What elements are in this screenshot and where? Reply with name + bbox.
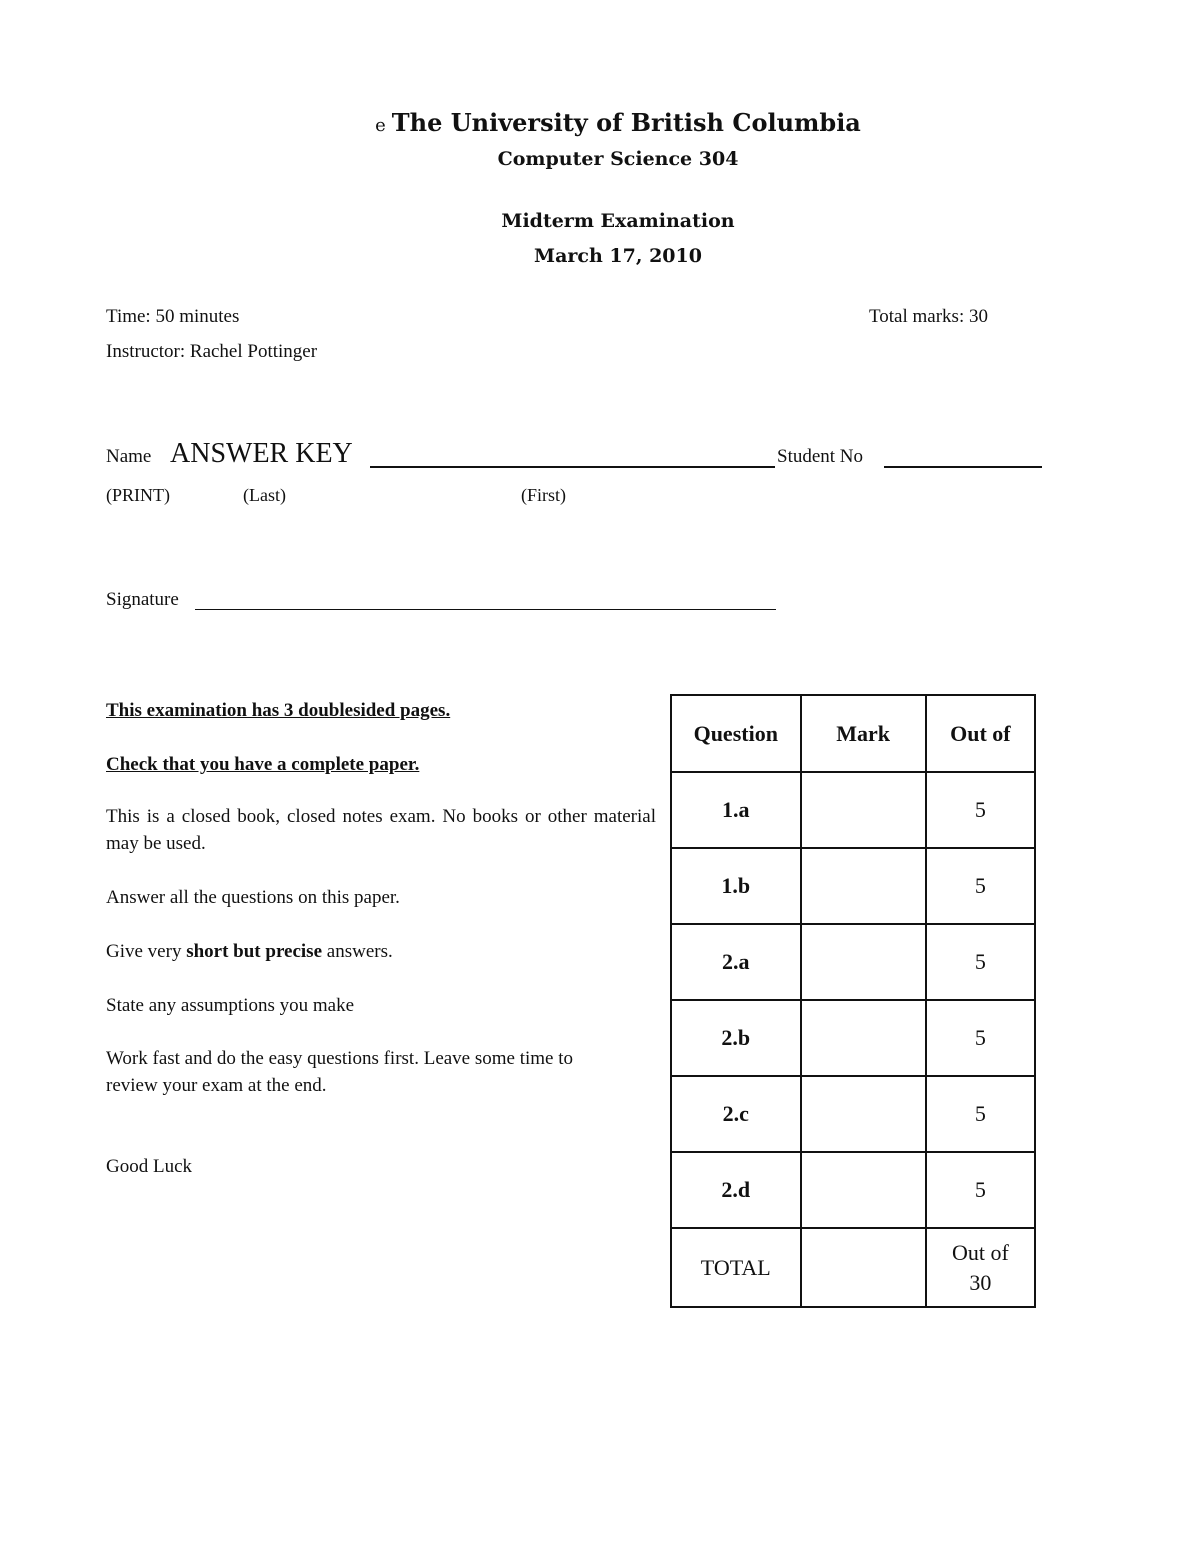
mark-cell[interactable] — [801, 1076, 926, 1152]
question-cell: 1.b — [671, 848, 801, 924]
question-cell: 2.a — [671, 924, 801, 1000]
table-row — [671, 924, 1035, 1000]
course-name: Computer Science 304 — [497, 148, 739, 170]
exam-title: Midterm Examination — [501, 210, 735, 232]
out-of-cell: 5 — [926, 924, 1035, 1000]
answer-all-notice: Answer all the questions on this paper. — [106, 887, 400, 908]
total-out-of-line1: Out of — [951, 1239, 1009, 1265]
mark-cell[interactable] — [801, 1152, 926, 1228]
mark-cell[interactable] — [801, 772, 926, 848]
question-cell: 1.a — [671, 772, 801, 848]
crest-glyph: e — [375, 115, 386, 136]
name-underline — [370, 466, 775, 468]
total-out-of — [926, 1228, 1035, 1307]
out-of-cell: 5 — [926, 772, 1035, 848]
print-label: (PRINT) — [106, 485, 170, 505]
mark-cell[interactable] — [801, 924, 926, 1000]
student-no-field[interactable] — [884, 466, 1042, 468]
table-row — [671, 772, 1035, 848]
short-precise-notice — [106, 938, 656, 965]
total-label: TOTAL — [671, 1228, 801, 1307]
table-row — [671, 1152, 1035, 1228]
out-of-cell: 5 — [926, 848, 1035, 924]
total-marks-info: Total marks: 30 — [869, 306, 988, 327]
name-label: Name — [106, 446, 152, 467]
total-row — [671, 1228, 1035, 1307]
instructor-info: Instructor: Rachel Pottinger — [106, 341, 318, 362]
header-mark: Mark — [801, 695, 926, 772]
give-bold: short but precise — [186, 941, 323, 962]
table-row — [671, 848, 1035, 924]
question-cell: 2.d — [671, 1152, 801, 1228]
table-row — [671, 1076, 1035, 1152]
signature-label: Signature — [106, 589, 179, 610]
marks-table — [670, 694, 1036, 1308]
university-name: The University of British Columbia — [391, 108, 861, 137]
give-post: answers. — [322, 941, 393, 962]
total-mark-cell[interactable] — [801, 1228, 926, 1307]
assumptions-notice: State any assumptions you make — [106, 995, 355, 1016]
time-info: Time: 50 minutes — [106, 306, 240, 327]
question-cell: 2.c — [671, 1076, 801, 1152]
total-out-of-line2: 30 — [969, 1269, 992, 1295]
question-cell: 2.b — [671, 1000, 801, 1076]
student-no-label: Student No — [777, 446, 864, 467]
marks-table-header — [671, 695, 1035, 772]
out-of-cell: 5 — [926, 1000, 1035, 1076]
check-notice: Check that you have a complete paper. — [106, 754, 420, 775]
pages-notice: This examination has 3 doublesided pages. — [106, 700, 451, 721]
first-label: (First) — [521, 485, 566, 505]
good-luck: Good Luck — [106, 1156, 193, 1177]
mark-cell[interactable] — [801, 1000, 926, 1076]
table-row — [671, 1000, 1035, 1076]
out-of-cell: 5 — [926, 1076, 1035, 1152]
exam-date: March 17, 2010 — [534, 245, 702, 267]
work-fast-notice: Work fast and do the easy questions first. Leave some time to review your exam at the end. — [106, 1048, 574, 1096]
header-question: Question — [671, 695, 801, 772]
university-title — [0, 108, 1200, 137]
give-pre: Give very — [106, 941, 187, 962]
last-label: (Last) — [243, 485, 286, 505]
name-value[interactable]: ANSWER KEY — [170, 438, 353, 469]
signature-field[interactable] — [195, 609, 776, 610]
closed-book-notice: This is a closed book, closed notes exam. No books or other material may be used. — [106, 806, 656, 854]
mark-cell[interactable] — [801, 848, 926, 924]
header-out-of: Out of — [926, 695, 1035, 772]
out-of-cell: 5 — [926, 1152, 1035, 1228]
